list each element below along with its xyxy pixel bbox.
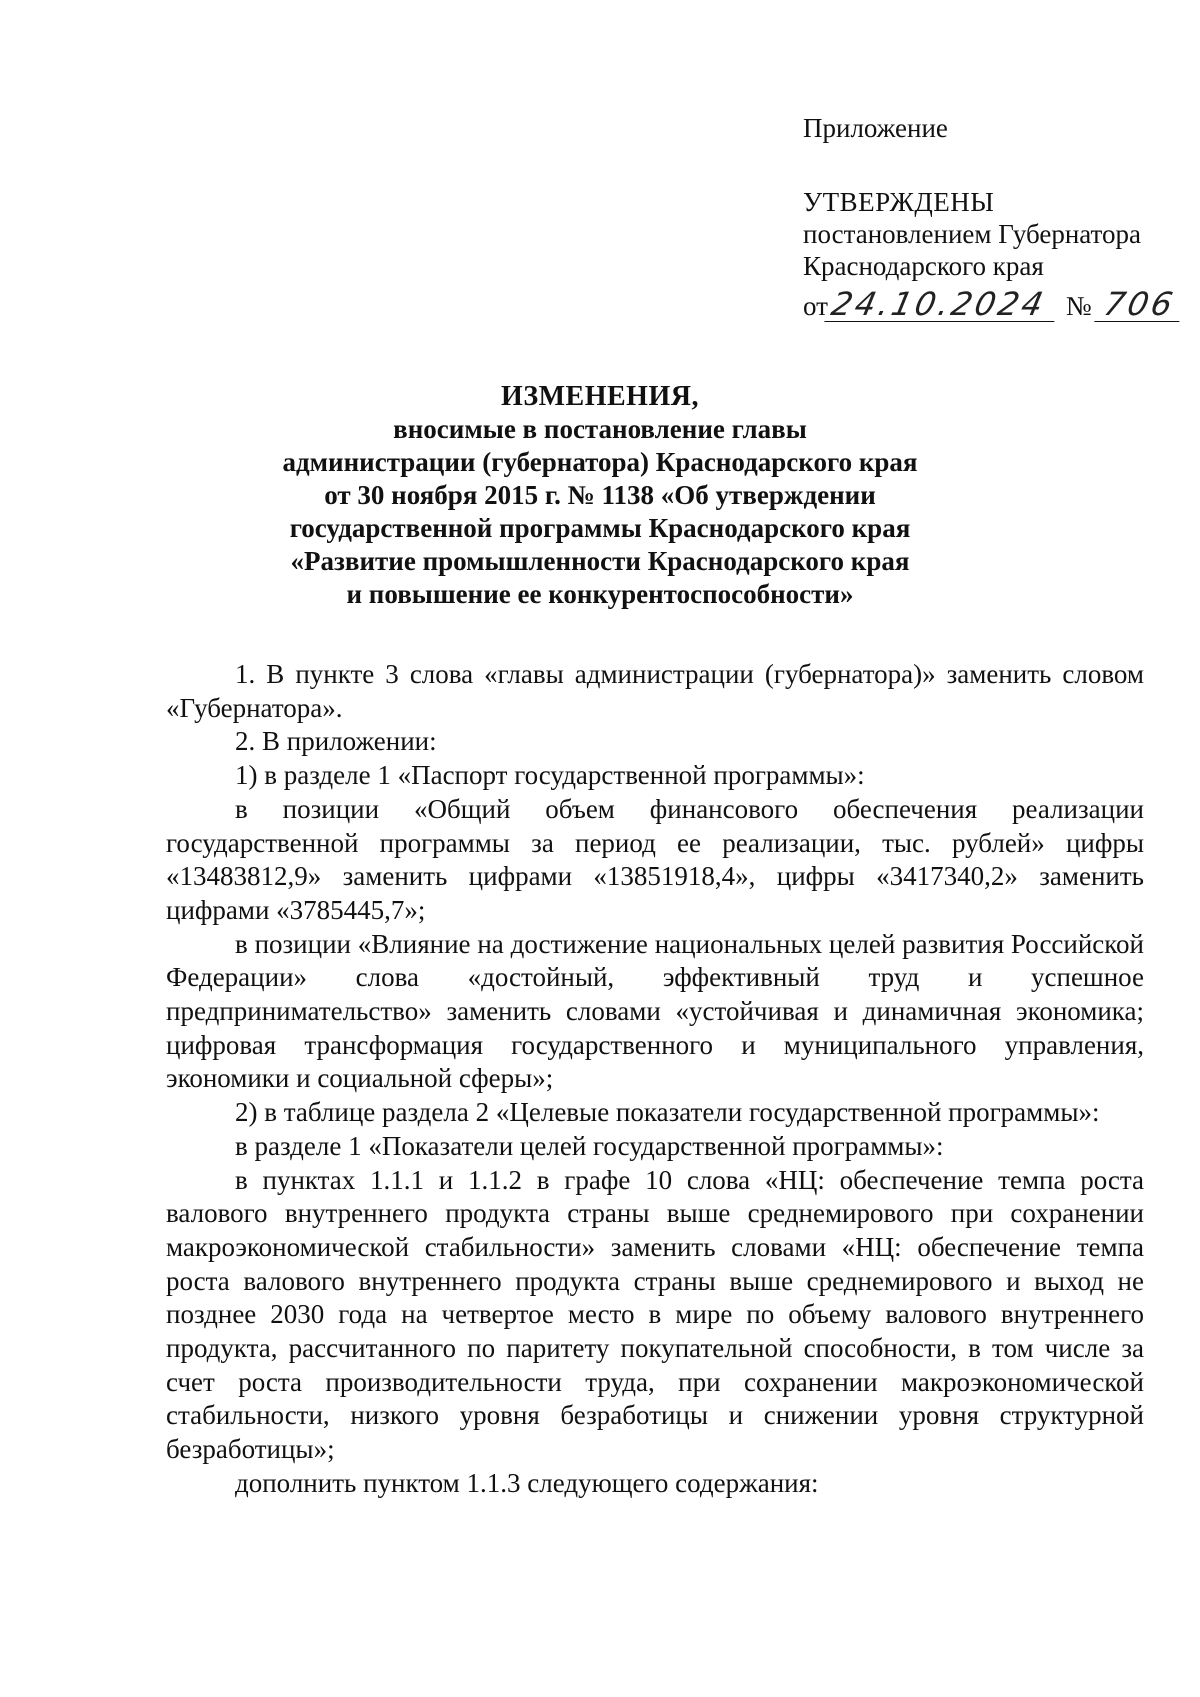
paragraph: в пунктах 1.1.1 и 1.1.2 в графе 10 слова «НЦ: обеспечение темпа роста валового внутреннего продукта страны выше среднемирового при сохранении макроэкономической стабильности» заменить словами «НЦ: обеспечение темпа роста валового внутреннего продукта страны выше среднемирового и выход не позднее 2030 года на четвертое место в мире по объему валового внутреннего продукта, рассчитанного по паритету покупательной способности, в том числе за счет роста производительности труда, при сохранении макроэкономической стабильности, низкого уровня безработицы и снижении уровня структурной безработицы»; (166, 1164, 1144, 1465)
heading-title: ИЗМЕНЕНИЯ, (501, 381, 699, 412)
paragraph: в позиции «Влияние на достижение национальных целей развития Российской Федерации» слова «достойный, эффективный труд и успешное предпринимательство» заменить словами «устойчивая и динамичная экономика; цифровая трансформация государственного и муниципального управления, экономики и социальной сферы»; (166, 928, 1144, 1094)
approval-block (803, 112, 1183, 322)
approval-line-1: постановлением Губернатора (803, 219, 1141, 249)
approval-line-2: Краснодарского края (803, 251, 1044, 281)
heading-line: администрации (губернатора) Краснодарского края (282, 447, 918, 477)
paragraph: 2) в таблице раздела 2 «Целевые показатели государственной программы»: (235, 1097, 1100, 1128)
heading-line: «Развитие промышленности Краснодарского края (290, 546, 910, 576)
document-body (166, 658, 1144, 1501)
number-prefix: № (1065, 291, 1092, 321)
paragraph: 2. В приложении: (235, 726, 437, 757)
handwritten-date: 24.10.2024 (824, 287, 1061, 322)
paragraph: 1. В пункте 3 слова «главы администрации (губернатора)» заменить словом «Губернатора». (166, 659, 1144, 723)
date-prefix: от (803, 291, 828, 321)
approved-label: УТВЕРЖДЕНЫ (803, 187, 995, 217)
paragraph: в позиции «Общий объем финансового обеспечения реализации государственной программы за период ее реализации, тыс. рублей» цифры «13483812,9» заменить цифрами «13851918,4», цифры «3417340,2» заменить цифрами «3785445,7»; (166, 793, 1144, 925)
handwritten-number: 706 (1094, 287, 1187, 322)
paragraph: в разделе 1 «Показатели целей государственной программы»: (235, 1130, 944, 1161)
date-number-line (803, 282, 1183, 322)
heading-line: и повышение ее конкурентоспособности» (346, 579, 854, 609)
document-heading (150, 380, 1050, 611)
paragraph: дополнить пунктом 1.1.3 следующего содержания: (235, 1467, 819, 1498)
heading-line: от 30 ноября 2015 г. № 1138 «Об утверждении (324, 480, 876, 510)
appendix-label: Приложение (803, 113, 948, 143)
paragraph: 1) в разделе 1 «Паспорт государственной программы»: (235, 760, 865, 791)
heading-line: вносимые в постановление главы (393, 414, 807, 444)
heading-line: государственной программы Краснодарского края (289, 513, 911, 543)
